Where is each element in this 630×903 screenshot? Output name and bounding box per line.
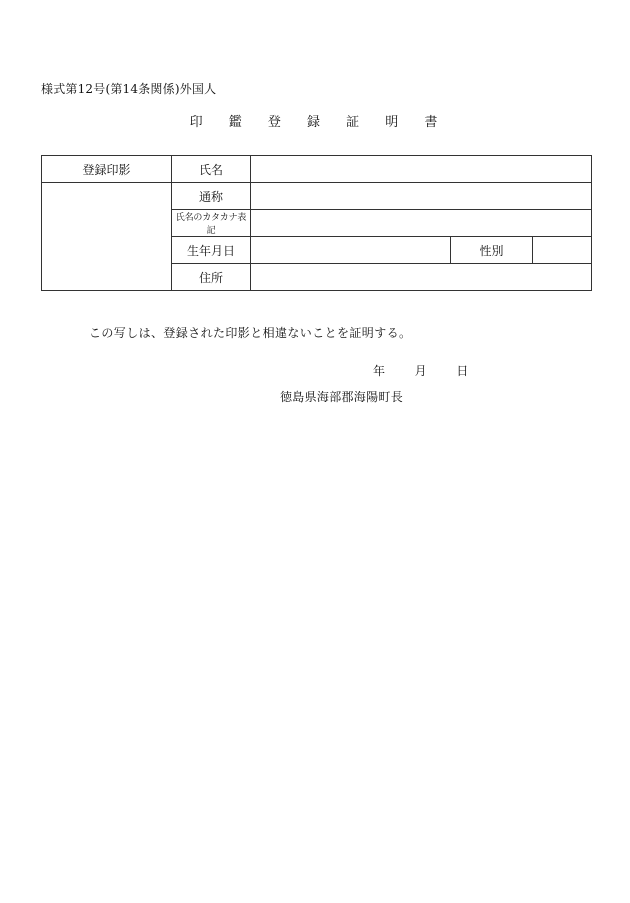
alias-value bbox=[251, 183, 592, 210]
birthdate-label: 生年月日 bbox=[172, 237, 251, 264]
document-title: 印 鑑 登 録 証 明 書 bbox=[189, 115, 449, 130]
address-label: 住所 bbox=[172, 264, 251, 291]
certification-statement: この写しは、登録された印影と相違ないことを証明する。 bbox=[89, 326, 412, 340]
seal-impression-box bbox=[42, 183, 172, 291]
sex-label: 性別 bbox=[451, 237, 533, 264]
date-year: 年 bbox=[373, 364, 386, 378]
issue-date bbox=[373, 362, 468, 379]
sex-value bbox=[533, 237, 592, 264]
date-day: 日 bbox=[456, 364, 469, 378]
form-number: 様式第12号(第14条関係)外国人 bbox=[41, 82, 217, 96]
katakana-name-value bbox=[251, 210, 592, 237]
name-label: 氏名 bbox=[172, 156, 251, 183]
katakana-name-label: 氏名のカタカナ表記 bbox=[172, 210, 251, 237]
birthdate-value bbox=[251, 237, 451, 264]
table-row bbox=[42, 156, 592, 183]
date-month: 月 bbox=[414, 364, 427, 378]
name-value bbox=[251, 156, 592, 183]
registered-seal-header: 登録印影 bbox=[42, 156, 172, 183]
address-value bbox=[251, 264, 592, 291]
registration-table bbox=[41, 155, 592, 291]
issuer-title: 徳島県海部郡海陽町長 bbox=[280, 390, 404, 404]
table-row bbox=[42, 183, 592, 210]
alias-label: 通称 bbox=[172, 183, 251, 210]
